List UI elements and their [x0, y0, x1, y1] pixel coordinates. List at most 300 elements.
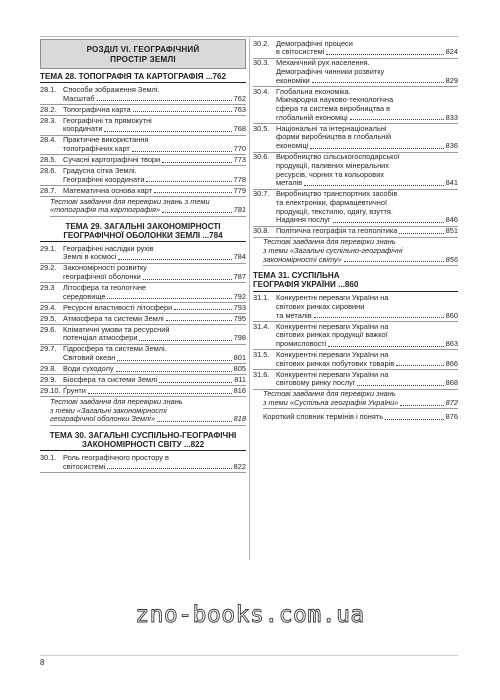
entry-number: 31.4.	[253, 321, 270, 331]
entry-text: Конкурентні переваги України на	[276, 321, 389, 331]
entry-text: промисловості	[276, 338, 327, 348]
entry-number: 31.6.	[253, 369, 270, 379]
entry-last-line	[276, 48, 458, 57]
topic-title[interactable]	[40, 72, 246, 81]
entry-page: 793	[233, 302, 246, 312]
entry-page: 868	[445, 378, 458, 388]
topic-title[interactable]	[40, 222, 246, 241]
dot-leader	[396, 360, 443, 367]
entry-number: 31.5.	[253, 349, 270, 359]
entry-text: Води суходолу	[63, 364, 114, 374]
dot-leader: ...	[335, 280, 345, 290]
entry-body	[63, 376, 246, 385]
topic-title-text: ТЕМА 28. ТОПОГРАФІЯ ТА КАРТОГРАФІЯ	[40, 72, 204, 82]
dot-leader	[344, 256, 444, 263]
dot-leader	[333, 216, 444, 223]
entry-body	[276, 125, 458, 151]
entry-last-line	[276, 142, 458, 151]
section-header	[40, 39, 246, 69]
topic-page: 860	[344, 280, 359, 290]
test-tasks-entry[interactable]	[263, 390, 458, 410]
dot-leader	[174, 304, 231, 311]
entry-body	[63, 264, 246, 281]
entry-text: Глобальна економіка.	[276, 86, 351, 96]
entry-text: Літосфера та геологічне	[63, 283, 147, 293]
entry-text: Національні та інтернаціональні	[276, 123, 387, 133]
test-text: з теми «Суспільна географія України»	[263, 397, 399, 407]
topic-title[interactable]	[40, 431, 246, 450]
dot-leader	[312, 77, 444, 84]
entry-body	[63, 326, 246, 343]
entry-page: 822	[233, 461, 246, 471]
toc-entry[interactable]	[40, 105, 246, 116]
entry-body	[63, 315, 246, 324]
entry-text: географічної оболонки	[63, 272, 141, 282]
entry-page: 779	[233, 185, 246, 195]
topic-title-line1: ТЕМА 31. СУСПІЛЬНА	[253, 271, 340, 281]
entry-page: 866	[445, 358, 458, 368]
entry-page: 787	[233, 272, 246, 282]
entry-text: сфера та система виробництва в	[276, 104, 391, 114]
test-last-line	[50, 415, 246, 424]
toc-entry[interactable]	[253, 190, 458, 227]
entry-page: 778	[233, 174, 246, 184]
toc-entry[interactable]	[40, 375, 246, 386]
entry-text: продукції, текстилю, одягу, взуття.	[276, 206, 393, 216]
toc-entry[interactable]	[40, 303, 246, 314]
entry-last-line	[63, 187, 246, 196]
toc-entry[interactable]	[253, 350, 458, 370]
section-title-line2: ПРОСТІР ЗЕМЛІ	[110, 54, 176, 64]
entry-body	[63, 117, 246, 134]
entry-page: 770	[233, 143, 246, 153]
entry-page: 846	[445, 215, 458, 225]
dot-leader	[328, 340, 443, 347]
test-text: Тестові завдання для перевірки знань	[263, 389, 396, 399]
test-page: 872	[445, 397, 458, 407]
test-last-line	[50, 206, 246, 215]
entry-text: світових ринках сировини	[276, 301, 365, 311]
entry-text: продукції, паливних мінеральних	[276, 160, 389, 170]
entry-text: Виробництво сільськогосподарської	[276, 152, 400, 162]
entry-page: 768	[233, 124, 246, 134]
entry-number: 30.8.	[253, 226, 270, 236]
dot-leader	[350, 114, 444, 121]
toc-entry[interactable]	[253, 59, 458, 87]
entry-number: 30.4.	[253, 86, 270, 96]
entry-body	[63, 365, 246, 374]
entry-number: 30.3.	[253, 58, 270, 68]
dot-leader: ...	[200, 230, 210, 240]
toc-entry[interactable]	[40, 116, 246, 136]
topic-31	[253, 271, 458, 409]
entry-last-line	[276, 360, 458, 369]
toc-entry[interactable]	[253, 124, 458, 152]
entry-text: форми виробництва в глобальній	[276, 132, 392, 142]
entry-text: Механічний рух населення.	[276, 58, 370, 68]
entry-page: 801	[233, 353, 246, 363]
entry-page: 811	[234, 375, 246, 385]
entry-last-line	[63, 354, 246, 363]
test-text: географічної оболонки Землі»	[50, 414, 155, 424]
entry-number: 29.3	[40, 283, 55, 293]
entry-number: 28.3.	[40, 115, 57, 125]
entry-last-line	[63, 463, 246, 472]
column-separator	[249, 38, 250, 560]
dot-leader	[162, 156, 231, 163]
entry-page: 762	[233, 93, 246, 103]
dot-leader	[166, 315, 232, 322]
entry-number: 28.7.	[40, 185, 57, 195]
entry-body	[276, 59, 458, 85]
toc-entry[interactable]	[40, 325, 246, 345]
entry-text: Математична основа карт	[63, 185, 153, 195]
entry-number: 28.1.	[40, 84, 57, 94]
toc-entry[interactable]	[253, 87, 458, 124]
dot-leader	[107, 463, 231, 470]
entry-text: Географічні та прямокутні	[63, 115, 152, 125]
dot-leader	[310, 142, 443, 149]
entry-last-line	[63, 315, 246, 324]
entry-text: Кліматичні умови та ресурсний	[63, 324, 170, 334]
test-tasks-entry[interactable]	[50, 197, 246, 217]
topic-title-line2: ГЕОГРАФІЯ УКРАЇНИ	[253, 280, 336, 290]
entry-text: Роль географічного простору в	[63, 452, 169, 462]
topic-28	[40, 72, 246, 216]
entry-text: Закономірності розвитку	[63, 263, 147, 273]
dot-leader	[314, 312, 444, 319]
left-column	[40, 39, 246, 473]
topic-title[interactable]	[253, 271, 458, 290]
entry-last-line	[63, 125, 246, 134]
entry-last-line	[276, 77, 458, 86]
dot-leader	[139, 334, 231, 341]
entry-text: Ресурсні властивості літосфери	[63, 302, 173, 312]
entry-page: 798	[233, 333, 246, 343]
entry-text: Конкурентні переваги України на	[276, 369, 389, 379]
test-tasks-entry[interactable]	[263, 238, 458, 266]
entry-last-line	[63, 156, 246, 165]
dot-leader	[326, 48, 443, 55]
entry-body	[276, 153, 458, 188]
entry-page: 836	[445, 141, 458, 151]
toc-entry[interactable]	[40, 186, 246, 197]
entry-number: 28.4.	[40, 135, 57, 145]
dot-leader	[304, 179, 443, 186]
topic-title-line2: ГЕОГРАФІЧНОЇ ОБОЛОНКИ ЗЕМЛІ	[63, 230, 201, 240]
entry-number: 28.6.	[40, 165, 57, 175]
dictionary-label: Короткий словник термінів і понять	[263, 412, 384, 422]
entry-page: 841	[445, 178, 458, 188]
topic-title-line2-row	[40, 440, 246, 449]
entry-text: Конкурентні переваги України на	[276, 349, 389, 359]
entry-text: економіці	[276, 141, 309, 151]
entry-body	[63, 245, 246, 262]
entry-text: світовому ринку послуг	[276, 378, 356, 388]
entry-text: Біосфера та системи Землі	[63, 375, 158, 385]
entry-page: 816	[233, 386, 246, 396]
right-column	[253, 39, 458, 422]
entry-text: світосистемі	[63, 461, 106, 471]
topic-30-continued	[253, 39, 458, 266]
entry-last-line	[63, 293, 246, 302]
entry-number: 29.5.	[40, 313, 57, 323]
entry-text: глобальній економіці	[276, 112, 348, 122]
entry-last-line	[63, 176, 246, 185]
entry-number: 30.6.	[253, 152, 270, 162]
entry-text: Демографічні процеси	[276, 38, 353, 48]
topic-title-line1: ТЕМА 30. ЗАГАЛЬНІ СУСПІЛЬНО-ГЕОГРАФІЧНІ	[49, 430, 237, 440]
entry-text: середовище	[63, 291, 106, 301]
dot-leader	[132, 145, 232, 152]
toc-entry[interactable]	[40, 453, 246, 473]
dot-leader: ...	[181, 440, 191, 450]
topic-rule	[40, 450, 246, 451]
entry-last-line	[63, 273, 246, 282]
dot-leader	[117, 354, 231, 361]
dictionary-page: 876	[445, 412, 458, 422]
test-text: з теми «Загальні суспільно-географічні	[263, 246, 403, 256]
toc-entry[interactable]	[40, 364, 246, 375]
topic-page: 762	[212, 72, 227, 82]
entry-body	[276, 88, 458, 123]
entry-body	[276, 227, 458, 236]
toc-entry[interactable]	[40, 136, 246, 156]
entry-body	[276, 190, 458, 225]
test-page: 781	[233, 205, 246, 215]
entry-body	[63, 187, 246, 196]
dictionary-entry[interactable]	[253, 413, 458, 422]
toc-entry[interactable]	[40, 85, 246, 105]
test-page: 818	[233, 414, 246, 424]
toc-entry[interactable]	[40, 345, 246, 365]
topic-title-line2: ЗАКОНОМІРНОСТІ СВІТУ	[81, 440, 182, 450]
entry-text: Практичне використання	[63, 135, 149, 145]
test-text: з теми «Загальні закономірності	[50, 405, 167, 415]
entry-page: 860	[445, 310, 458, 320]
entry-text: Політична географія та геополітика	[276, 226, 398, 236]
toc-entry[interactable]	[40, 166, 246, 186]
entry-last-line	[276, 216, 458, 225]
entry-number: 30.2.	[253, 38, 270, 48]
test-text: «топографія та картографія»	[50, 205, 161, 215]
entry-last-line	[276, 179, 458, 188]
watermark: zno-books.com.ua	[135, 602, 365, 628]
bottom-rule	[40, 655, 458, 656]
test-last-line	[263, 256, 458, 265]
entry-last-line	[63, 106, 246, 115]
test-text: закономірності світу»	[263, 254, 342, 264]
entry-page: 851	[445, 226, 458, 236]
entry-last-line	[63, 365, 246, 374]
entry-body	[63, 284, 246, 301]
entry-body	[63, 86, 246, 103]
top-rule	[40, 36, 458, 37]
dot-leader	[107, 293, 231, 300]
entry-text: топографічних карт	[63, 143, 130, 153]
entry-last-line	[63, 334, 246, 343]
entry-number: 29.10.	[40, 386, 61, 396]
entry-text: координати	[63, 124, 103, 134]
toc-entry[interactable]	[253, 39, 458, 59]
entry-body	[63, 304, 246, 313]
test-tasks-entry[interactable]	[50, 397, 246, 425]
entry-body	[63, 167, 246, 184]
entry-last-line	[63, 95, 246, 104]
dot-leader	[133, 106, 232, 113]
dot-leader: ...	[203, 72, 213, 82]
dot-leader	[400, 399, 443, 406]
entry-last-line	[276, 227, 458, 236]
entry-body	[276, 40, 458, 57]
topic-page: 784	[209, 230, 223, 240]
entry-text: економіки	[276, 75, 310, 85]
entry-text: Виробництво транспортних засобів	[276, 189, 398, 199]
entry-last-line	[63, 253, 246, 262]
topic-page: 822	[190, 440, 205, 450]
entry-text: ресурсів, чорних та кольорових	[276, 169, 385, 179]
topic-rule	[40, 82, 246, 83]
entry-text: Географічні координати	[63, 174, 145, 184]
test-last-line	[263, 399, 458, 408]
toc-entry[interactable]	[40, 283, 246, 303]
entry-text: Географічні наслідки рухів	[63, 243, 154, 253]
entry-number: 29.2.	[40, 263, 57, 273]
toc-entry[interactable]	[40, 155, 246, 166]
entry-body	[63, 156, 246, 165]
entry-text: Світовий океан	[63, 353, 116, 363]
dot-leader	[116, 365, 232, 372]
entry-number: 29.9.	[40, 375, 57, 385]
test-text: Тестові завдання для перевірки знань	[50, 397, 183, 407]
entry-page: 773	[233, 154, 246, 164]
entry-body	[63, 454, 246, 471]
entry-number: 30.1.	[40, 452, 57, 462]
toc-entry[interactable]	[253, 322, 458, 350]
entry-number: 29.1.	[40, 243, 57, 253]
dot-leader	[104, 125, 231, 132]
toc-entry[interactable]	[253, 294, 458, 322]
topic-title-line2-row	[40, 231, 246, 240]
test-page: 856	[445, 254, 458, 264]
entry-last-line	[276, 312, 458, 321]
topic-title-line1: ТЕМА 29. ЗАГАЛЬНІ ЗАКОНОМІРНОСТІ	[65, 221, 221, 231]
entry-number: 28.2.	[40, 104, 57, 114]
entry-page: 792	[233, 291, 246, 301]
entry-last-line	[63, 304, 246, 313]
dot-leader	[88, 387, 232, 394]
dot-leader	[399, 227, 443, 234]
dot-leader	[159, 376, 232, 383]
entry-page: 824	[445, 47, 458, 57]
entry-body	[63, 136, 246, 153]
entry-page: 763	[233, 104, 246, 114]
entry-number: 28.5.	[40, 154, 57, 164]
toc-entry[interactable]	[253, 153, 458, 190]
entry-page: 784	[233, 252, 246, 262]
entry-text: та електроніки, фармацевтичної	[276, 197, 387, 207]
dot-leader	[118, 253, 231, 260]
entry-text: в світосистемі	[276, 47, 325, 57]
dot-leader	[357, 379, 443, 386]
toc-entry[interactable]	[40, 244, 246, 264]
entry-number: 29.8.	[40, 364, 57, 374]
entry-text: Ґрунти	[63, 386, 86, 396]
toc-entry[interactable]	[40, 386, 246, 397]
dot-leader	[154, 187, 232, 194]
entry-page: 805	[233, 364, 246, 374]
section-title-line1: РОЗДІЛ VI. ГЕОГРАФІЧНИЙ	[86, 45, 200, 54]
entry-body	[276, 323, 458, 349]
dot-leader	[385, 413, 444, 420]
page-number: 8	[40, 658, 45, 667]
entry-text: Градусна сітка Землі.	[63, 165, 137, 175]
entry-page: 829	[445, 75, 458, 85]
toc-entry[interactable]	[253, 227, 458, 238]
entry-last-line	[63, 387, 246, 396]
entry-text: Способи зображення Землі.	[63, 84, 160, 94]
test-text: Тестові завдання для перевірки знань	[263, 237, 396, 247]
test-text: Тестові завдання для перевірки знань з теми	[50, 196, 210, 206]
entry-text: Конкурентні переваги України на	[276, 293, 389, 303]
entry-last-line	[63, 145, 246, 154]
entry-number: 30.7.	[253, 189, 270, 199]
entry-text: Гідросфера та системи Землі.	[63, 344, 167, 354]
entry-body	[276, 294, 458, 320]
topic-30	[40, 431, 246, 473]
entry-number: 31.1.	[253, 293, 270, 303]
entry-text: Демографічні чинники розвитку	[276, 66, 385, 76]
entry-number: 29.6.	[40, 324, 57, 334]
entry-text: потенціал атмосфери	[63, 333, 138, 343]
entry-last-line	[276, 379, 458, 388]
entry-text: Міжнародна науково-технологічна	[276, 95, 394, 105]
entry-number: 29.7.	[40, 344, 57, 354]
entry-page: 795	[233, 313, 246, 323]
entry-text: металів	[276, 178, 303, 188]
dot-leader	[143, 273, 232, 280]
entry-last-line	[276, 114, 458, 123]
entry-page: 833	[445, 112, 458, 122]
topic-rule	[253, 291, 458, 292]
topic-29	[40, 222, 246, 426]
entry-text: Землі в космосі	[63, 252, 117, 262]
entry-body	[63, 345, 246, 362]
entry-last-line	[63, 376, 246, 385]
toc-entry[interactable]	[253, 370, 458, 390]
entry-text: Топографічна карта	[63, 104, 131, 114]
topic-title-line2-row	[253, 280, 458, 289]
dot-leader	[97, 95, 232, 102]
dot-leader	[157, 415, 232, 422]
entry-body	[63, 387, 246, 396]
entry-text: та металів	[276, 310, 312, 320]
entry-number: 29.4.	[40, 302, 57, 312]
topic-rule	[40, 241, 246, 242]
toc-entry[interactable]	[40, 264, 246, 284]
entry-number: 30.5.	[253, 123, 270, 133]
entry-text: світових ринках побутових товарів	[276, 358, 395, 368]
entry-text: Атмосфера та системи Землі	[63, 313, 164, 323]
toc-entry[interactable]	[40, 314, 246, 325]
entry-page: 863	[445, 338, 458, 348]
entry-text: Масштаб	[63, 93, 95, 103]
dot-leader	[146, 176, 231, 183]
entry-body	[63, 106, 246, 115]
entry-text: світових ринках продукції важкої	[276, 330, 388, 340]
entry-body	[276, 351, 458, 368]
entry-text: Сучасні картографічні твори	[63, 154, 161, 164]
